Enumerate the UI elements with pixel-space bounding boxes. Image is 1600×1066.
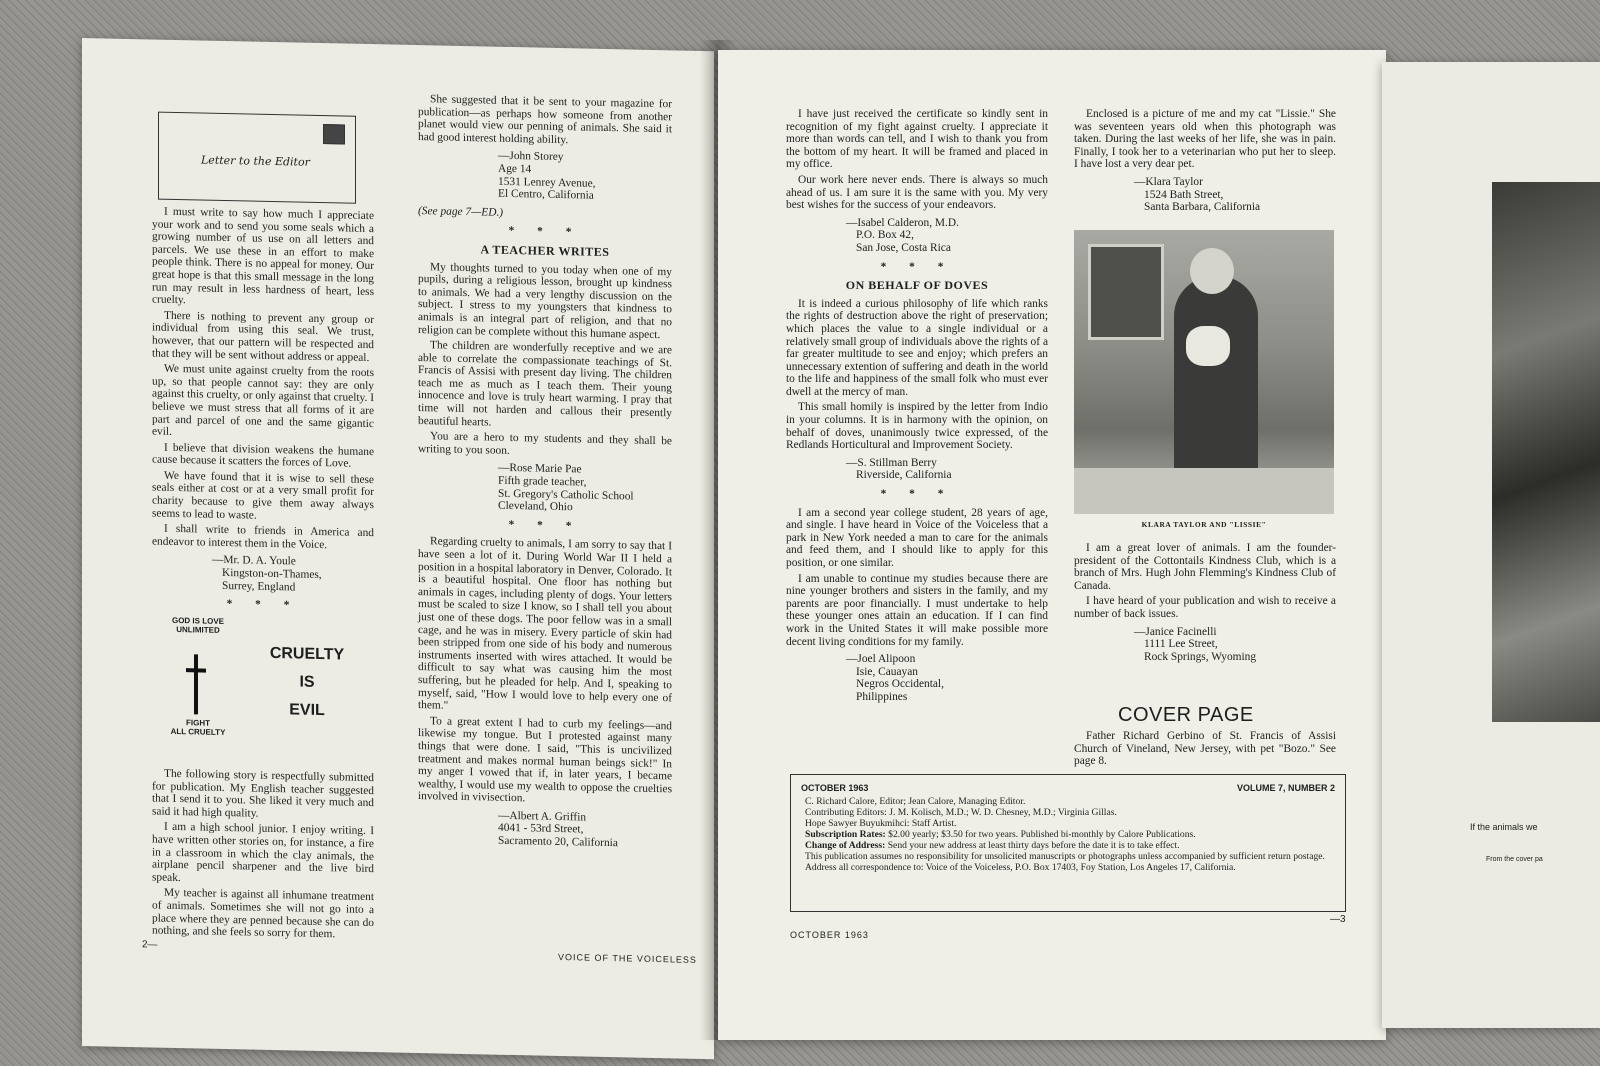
signature-line: —Klara Taylor (1134, 175, 1203, 188)
paragraph: The following story is respectfully submitted for publication. My English teacher suggested that I send it to you. She liked it very much and said it had high quality. (152, 767, 374, 820)
masthead-header (791, 775, 1345, 796)
signature-line: Isie, Cauayan (856, 665, 918, 678)
paragraph: She suggested that it be sent to your magazine for publication—as perhaps how someone from another planet would view our penning of animals. She said it had good interest holding ability. (418, 93, 672, 146)
seal-line: ALL CRUELTY (170, 726, 226, 738)
paragraph: The children are wonderfully receptive and we are able to correlate the compassionate teachings of St. Francis of Assisi with present day living. The children teach me as much as I teach them. Their young innocence and love is truly heart warming. I pray that time will not harden and callous their presently beautiful hearts. (418, 339, 672, 429)
paragraph: My teacher is against all inhumane treatment of animals. Sometimes she will not go into a place where they are penned because she can do nothing, and she feels so sorry for them. (152, 887, 374, 941)
photo-cat (1186, 326, 1230, 366)
right-column-2 (1074, 108, 1336, 214)
paragraph: I believe that division weakens the humane cause because it scatters the forces of Love. (152, 441, 374, 470)
paragraph: I am a second year college student, 28 years of age, and single. I have heard in Voice of the Voiceless that a park in New York needed a man to care for the animals and feed them, and I should like to apply for this position, or one similar. (786, 506, 1048, 569)
masthead-line: Address all correspondence to: Voice of the Voiceless, P.O. Box 17403, Foy Station, Los Angeles 17, California. (805, 862, 1236, 873)
masthead-body (791, 796, 1345, 873)
envelope-title: Letter to the Editor (201, 153, 310, 169)
klara-taylor-photo (1074, 230, 1334, 514)
section-divider: * * * (508, 225, 582, 239)
signature-line: Fifth grade teacher, (498, 474, 587, 489)
paragraph: My thoughts turned to you today when one of my pupils, during a religious lesson, brought up kindness to animals. We had a very lengthy discussion on the subject. I stress to my youngsters that kindness to animals is an integral part of religion, and that no religion can be complete without this humane aspect. (418, 260, 672, 341)
signature-line: —Joel Alipoon (846, 653, 916, 666)
masthead-line: Hope Sawyer Buyukmihci: Staff Artist. (805, 818, 957, 829)
section-divider: * * * (508, 518, 582, 533)
signature (498, 150, 672, 204)
signature-line: 1524 Bath Street, (1144, 188, 1224, 201)
seal-line: FIGHT (186, 718, 210, 728)
signature-line: Sacramento 20, California (498, 834, 618, 850)
paragraph: Father Richard Gerbino of St. Francis of Assisi Church of Vineland, New Jersey, with pet "Bozo." See page 8. (1074, 730, 1336, 768)
left-column-2 (418, 93, 672, 851)
signature-line: P.O. Box 42, (856, 229, 914, 242)
right-column-2-lower (1074, 542, 1336, 663)
paragraph: Enclosed is a picture of me and my cat "Lissie." She was seventeen years old when this photograph was taken. During the last weeks of her life, she was in pain. Finally, I took her to a veterinarian who put her to sleep. I have lost a very dear pet. (1074, 108, 1336, 171)
signature (1134, 176, 1336, 214)
paragraph: I am a great lover of animals. I am the founder-president of the Cottontails Kindness Club, which is a branch of Mrs. Hugh John Flemming's Kindness Club of Canada. (1074, 542, 1336, 592)
seal-big-line: EVIL (289, 701, 325, 720)
left-column-1 (152, 205, 374, 619)
change-address-text: Send your new address at least thirty days before the date it is to take effect. (885, 840, 1180, 851)
photo-steps (1074, 468, 1334, 514)
left-column-1-lower (152, 767, 374, 944)
signature-line: —Isabel Calderon, M.D. (846, 216, 959, 229)
paragraph: I shall write to friends in America and endeavor to interest them in the Voice. (152, 522, 374, 551)
cover-illustration (1492, 182, 1600, 722)
signature-line: El Centro, California (498, 187, 594, 202)
signature-line: Rock Springs, Wyoming (1144, 650, 1257, 663)
photo-woman-head (1190, 248, 1234, 294)
paragraph: I am a high school junior. I enjoy writing. I have written other stories on, for instance, a fire in a classroom in which the clay animals, the airplane pencil sharpener and the live bird speak. (152, 821, 374, 884)
paragraph: Regarding cruelty to animals, I am sorry to say that I have seen a lot of it. During World War II I held a position in a hospital laboratory in Denver, Colorado. It is a beautiful hospital. One floor has nothing but animals in cages, including plenty of dogs. Your letters must be scaled to size I know, so I shall tell you about just one of these dogs. The poor fellow was in a small cage, and he was in misery. Every particle of skin had been stripped from one side of his body and numerous instruments inserted with wires attached. It would be difficult to say what was causing him the most suffering, but he pleaded for help. And I, speaking to myself, said, "How I would love to help every one of them." (418, 535, 672, 712)
paragraph: This small homily is inspired by the letter from Indio in your columns. It is in harmony with the opinion, on behalf of doves, unanimously twice expressed, of the Redlands Horticultural and Improvement Society. (786, 401, 1048, 452)
signature-line: —Janice Facinelli (1134, 625, 1217, 638)
signature (498, 810, 672, 851)
subscription-label: Subscription Rates: (805, 829, 886, 840)
paragraph: Our work here never ends. There is always so much ahead of us. I am sure it is the same with you. My very best wishes for the success of your endeavors. (786, 173, 1048, 212)
next-page-caption: From the cover pa (1486, 856, 1543, 863)
photo-caption: KLARA TAYLOR AND "LISSIE" (1141, 520, 1267, 529)
right-page (718, 50, 1386, 1040)
signature-line: Riverside, California (856, 469, 952, 482)
paragraph: I have just received the certificate so kindly sent in recognition of my fight against cruelty. I appreciate it more than words can tell, and I wish to thank you from the bottom of my heart. It will be framed and placed in my office. (786, 108, 1048, 171)
section-divider: * * * (880, 488, 954, 501)
signature (1134, 626, 1336, 664)
masthead-line (805, 829, 1335, 840)
seal-bottom-text (158, 718, 238, 738)
signature-line: 1531 Lenrey Avenue, (498, 175, 596, 190)
page-footer: VOICE OF THE VOICELESS (558, 951, 697, 965)
page-footer: OCTOBER 1963 (790, 930, 869, 940)
page-number: —3 (1330, 914, 1346, 925)
cover-page-title: COVER PAGE (1118, 704, 1254, 726)
photo-window (1088, 244, 1164, 340)
signature-line: —John Storey (498, 150, 564, 164)
signature-line: —S. Stillman Berry (846, 456, 937, 469)
section-divider: * * * (880, 260, 954, 273)
next-page-caption: If the animals we (1470, 822, 1538, 832)
cruelty-is-evil-seal (262, 640, 352, 726)
letter-envelope-graphic (158, 112, 356, 204)
masthead-box (790, 774, 1346, 912)
paragraph: I must write to say how much I appreciate your work and to send you some seals which a growing number of us use on all letters and parcels. We use these in an effort to make people think. There is no appeal for money. Our great hope is that this small message in the long run may result in less hardness of heart, less cruelty. (152, 205, 374, 307)
signature (846, 653, 1048, 703)
signature-line: —Albert A. Griffin (498, 809, 587, 824)
right-column-1 (786, 108, 1048, 704)
section-heading: ON BEHALF OF DOVES (845, 278, 989, 293)
paragraph: There is nothing to prevent any group or individual from using this seal. We trust, however, that our pattern will be respected and that they will be sent without address or appeal. (152, 309, 374, 364)
signature-line: 4041 - 53rd Street, (498, 822, 584, 836)
seal-top-text (158, 616, 238, 636)
signature-line: —Mr. D. A. Youle (212, 554, 296, 568)
paragraph: It is indeed a curious philosophy of life which ranks the rights of destruction above the right of preservation; which places the value to a single individual or a relatively small group of individuals above the rights of a far greater multitude to see and enjoy; which prefers an unnecessary extention of suffering and death in the world to the life and happiness of the small folk who must ever dwell at the mercy of man. (786, 297, 1048, 398)
photo-woman-figure (1174, 276, 1258, 476)
signature-line: Santa Barbara, California (1144, 201, 1261, 214)
signature-line: San Jose, Costa Rica (856, 241, 951, 254)
paragraph: We have found that it is wise to sell these seals either at cost or at a very small profit for charity because to give them away always seems to lead to waste. (152, 469, 374, 522)
signature (498, 462, 672, 516)
cross-icon (186, 654, 206, 714)
seal-line: GOD IS LOVE (171, 615, 224, 626)
section-divider: * * * (226, 598, 300, 612)
left-page (82, 38, 714, 1059)
change-address-label: Change of Address: (805, 840, 886, 851)
stamp-icon (323, 124, 345, 144)
masthead-line (805, 840, 1335, 851)
masthead-volume: VOLUME 7, NUMBER 2 (1236, 783, 1335, 793)
signature-line: Cleveland, Ohio (498, 499, 573, 514)
page-number: 2— (142, 939, 158, 951)
paragraph: I have heard of your publication and wish to receive a number of back issues. (1074, 595, 1336, 620)
paragraph: I am unable to continue my studies because there are nine younger brothers and sisters in the family, and my parents are poor financially. I must undertake to help these younger ones attain an education. If I can find work in the United States it will make possible more decent living conditions for my family. (786, 572, 1048, 648)
masthead-line: Contributing Editors: J. M. Kolisch, M.D.; W. D. Chesney, M.D.; Virginia Gillas. (805, 807, 1117, 818)
subscription-text: $2.00 yearly; $3.50 for two years. Published bi-monthly by Calore Publications. (885, 829, 1196, 840)
signature (846, 217, 1048, 255)
masthead-date: OCTOBER 1963 (801, 783, 869, 793)
seal-line: UNLIMITED (176, 624, 220, 635)
masthead-line: C. Richard Calore, Editor; Jean Calore, Managing Editor. (805, 796, 1026, 807)
paragraph: You are a hero to my students and they shall be writing to you soon. (418, 430, 672, 457)
signature-line: Philippines (856, 690, 908, 703)
signature-line: Age 14 (498, 162, 532, 176)
seal-big-line: CRUELTY (269, 644, 345, 664)
signature-line: Surrey, England (222, 579, 296, 594)
signature-line: —Rose Marie Pae (498, 462, 582, 476)
section-heading: A TEACHER WRITES (480, 242, 610, 259)
masthead-line: This publication assumes no responsibility for unsolicited manuscripts or photographs unless accompanied by sufficient return postage. (805, 851, 1325, 862)
signature (846, 457, 1048, 482)
signature-line: Negros Occidental, (856, 678, 944, 691)
paragraph: To a great extent I had to curb my feelings—and likewise my tongue. But I protested against many things that were done. I said, "This is uncivilized treatment and makes normal human beings sick!" In my anger I vowed that if, in later years, I became wealthy, I would use my wealth to oppose the cruelties involved in vivisection. (418, 715, 672, 805)
signature (212, 554, 374, 595)
seal-big-line: IS (299, 673, 315, 691)
editor-note: (See page 7—ED.) (418, 204, 504, 219)
cover-page-text (1074, 730, 1336, 771)
paragraph: We must unite against cruelty from the roots up, so that people cannot say: they are only against this cruelty, or only against that cruelty. I believe we must stress that all forms of it are part and parcel of one and the same gigantic evil. (152, 362, 374, 438)
signature-line: 1111 Lee Street, (1144, 638, 1218, 651)
signature-line: Kingston-on-Thames, (222, 566, 322, 582)
signature-line: St. Gregory's Catholic School (498, 487, 634, 503)
next-page-edge (1382, 62, 1600, 1028)
